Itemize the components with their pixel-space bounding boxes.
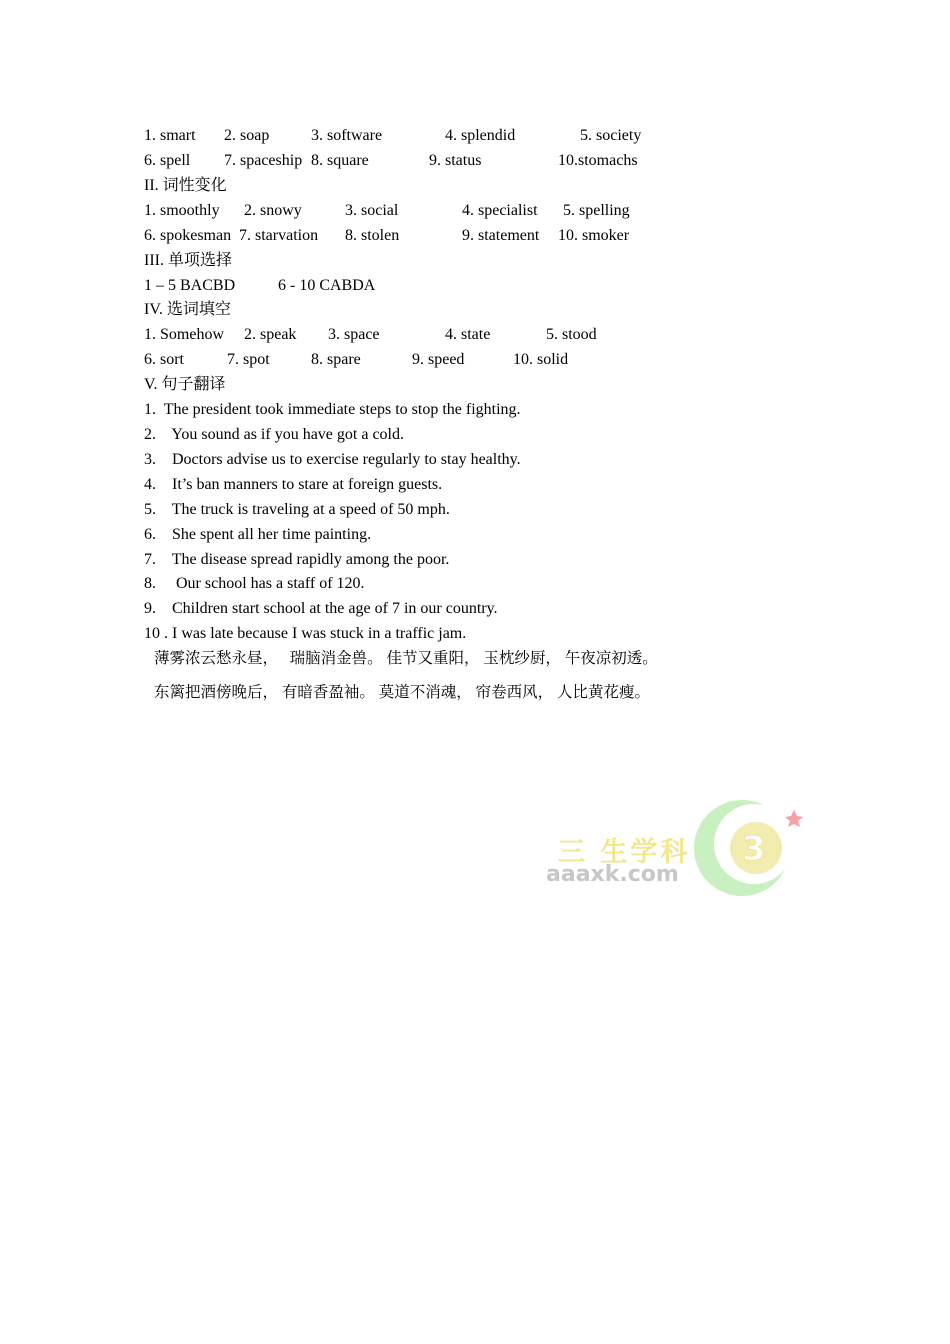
- answer-item: 2. snowy: [244, 202, 302, 219]
- answer-item: 1. Somehow: [144, 326, 224, 343]
- translation-sentence: 8. Our school has a staff of 120.: [144, 575, 365, 592]
- answer-item: 3. space: [328, 326, 380, 343]
- answer-item: 6. sort: [144, 351, 184, 368]
- answer-item: 5. society: [580, 127, 642, 144]
- answer-item: 10.stomachs: [558, 152, 638, 169]
- section4-heading: IV. 选词填空: [144, 301, 231, 318]
- answer-item: 10. smoker: [558, 227, 630, 244]
- translation-sentence: 3. Doctors advise us to exercise regularly to stay healthy.: [144, 451, 521, 468]
- section2-heading: II. 词性变化: [144, 177, 227, 194]
- translation-sentence: 1. The president took immediate steps to stop the fighting.: [144, 401, 521, 418]
- answer-item: 2. soap: [224, 127, 270, 144]
- translation-sentence: 7. The disease spread rapidly among the poor.: [144, 551, 450, 568]
- answer-item: 6. spell: [144, 152, 191, 169]
- translation-sentence: 10 . I was late because I was stuck in a traffic jam.: [144, 625, 467, 642]
- watermark-logo: [540, 790, 810, 905]
- translation-sentence: 5. The truck is traveling at a speed of 50 mph.: [144, 501, 450, 518]
- logo-text-en: aaaxk.com: [546, 862, 679, 887]
- answer-item: 7. starvation: [239, 227, 319, 244]
- answer-item: 1 – 5 BACBD: [144, 277, 236, 294]
- answer-item: 8. spare: [311, 351, 361, 368]
- section5-heading: V. 句子翻译: [144, 376, 226, 393]
- answer-item: 2. speak: [244, 326, 297, 343]
- answer-item: 9. speed: [412, 351, 465, 368]
- answer-item: 6 - 10 CABDA: [278, 277, 376, 294]
- answer-item: 4. splendid: [445, 127, 516, 144]
- answer-item: 7. spaceship: [224, 152, 303, 169]
- answer-item: 3. software: [311, 127, 383, 144]
- translation-sentence: 6. She spent all her time painting.: [144, 526, 372, 543]
- crescent-logo-icon: [690, 790, 810, 905]
- answer-item: 9. status: [429, 152, 482, 169]
- answer-item: 9. statement: [462, 227, 540, 244]
- answer-item: 8. square: [311, 152, 369, 169]
- section3-heading: III. 单项选择: [144, 252, 232, 269]
- answer-item: 8. stolen: [345, 227, 400, 244]
- svg-text:3: 3: [742, 829, 766, 869]
- translation-sentence: 2. You sound as if you have got a cold.: [144, 426, 404, 443]
- answer-item: 10. solid: [513, 351, 569, 368]
- answer-item: 1. smoothly: [144, 202, 220, 219]
- answer-item: 4. state: [445, 326, 491, 343]
- answer-item: 1. smart: [144, 127, 196, 144]
- answer-item: 3. social: [345, 202, 399, 219]
- poem-line: 薄雾浓云愁永昼， 瑞脑消金兽。 佳节又重阳， 玉枕纱厨， 午夜凉初透。: [154, 650, 658, 667]
- answer-item: 5. spelling: [563, 202, 630, 219]
- translation-sentence: 4. It’s ban manners to stare at foreign guests.: [144, 476, 443, 493]
- answer-item: 5. stood: [546, 326, 597, 343]
- answer-item: 4. specialist: [462, 202, 538, 219]
- answer-item: 7. spot: [227, 351, 270, 368]
- logo-text-cn: 三 生学科: [558, 837, 691, 868]
- translation-sentence: 9. Children start school at the age of 7 in our country.: [144, 600, 498, 617]
- answer-item: 6. spokesman: [144, 227, 232, 244]
- poem-line: 东篱把酒傍晚后， 有暗香盈袖。 莫道不消魂， 帘卷西风， 人比黄花瘦。: [154, 684, 651, 701]
